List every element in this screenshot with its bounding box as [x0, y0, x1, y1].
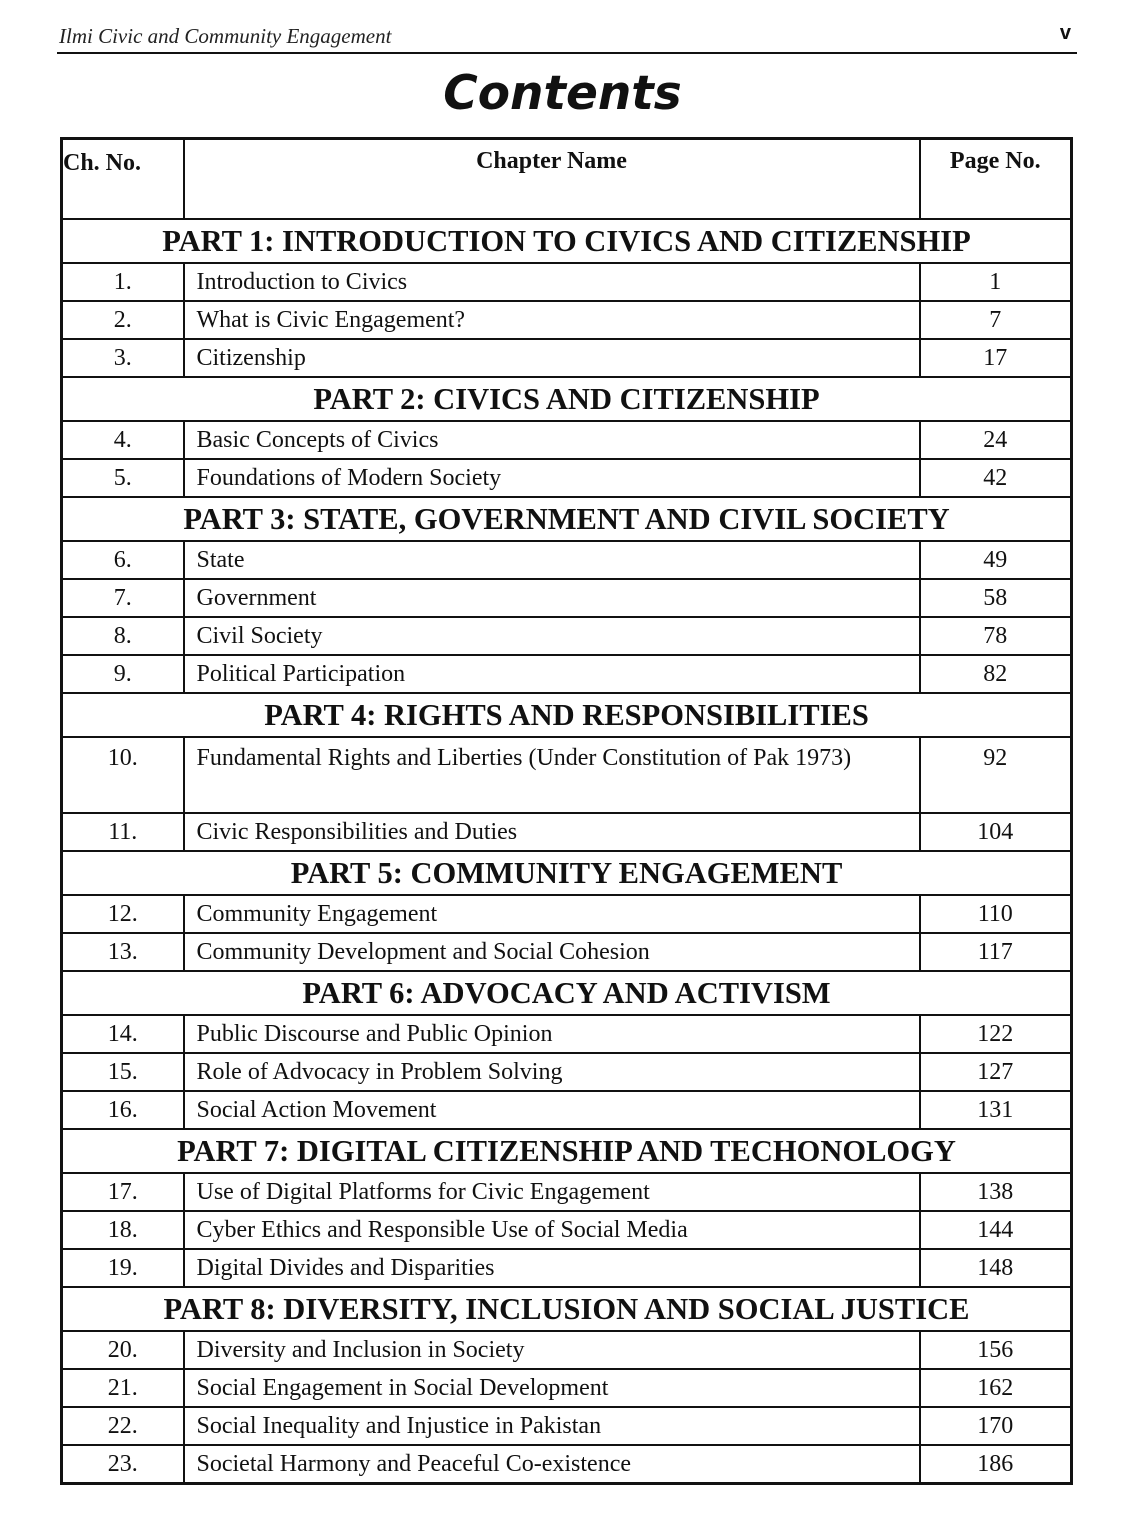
chapter-number: 19. — [62, 1249, 184, 1287]
chapter-number: 21. — [62, 1369, 184, 1407]
chapter-page: 49 — [920, 541, 1072, 579]
chapter-number: 1. — [62, 263, 184, 301]
chapter-number: 11. — [62, 813, 184, 851]
part-heading-row — [62, 497, 1072, 541]
chapter-name: Government — [184, 579, 920, 617]
chapter-number: 12. — [62, 895, 184, 933]
chapter-row — [62, 1015, 1072, 1053]
chapter-name: Community Development and Social Cohesion — [184, 933, 920, 971]
chapter-row — [62, 1369, 1072, 1407]
part-heading: PART 4: RIGHTS AND RESPONSIBILITIES — [62, 693, 1072, 737]
chapter-row — [62, 541, 1072, 579]
chapter-name: Use of Digital Platforms for Civic Engagement — [184, 1173, 920, 1211]
chapter-name: Political Participation — [184, 655, 920, 693]
part-heading-row — [62, 377, 1072, 421]
chapter-page: 162 — [920, 1369, 1072, 1407]
chapter-row — [62, 617, 1072, 655]
chapter-number: 7. — [62, 579, 184, 617]
part-heading-row — [62, 1129, 1072, 1173]
chapter-name: Cyber Ethics and Responsible Use of Social Media — [184, 1211, 920, 1249]
chapter-number: 17. — [62, 1173, 184, 1211]
chapter-row — [62, 895, 1072, 933]
chapter-number: 6. — [62, 541, 184, 579]
part-heading: PART 8: DIVERSITY, INCLUSION AND SOCIAL JUSTICE — [62, 1287, 1072, 1331]
part-heading-row — [62, 851, 1072, 895]
chapter-name: Social Action Movement — [184, 1091, 920, 1129]
chapter-page: 42 — [920, 459, 1072, 497]
chapter-name: Societal Harmony and Peaceful Co-existence — [184, 1445, 920, 1484]
page-number: v — [1059, 22, 1071, 44]
part-heading: PART 6: ADVOCACY AND ACTIVISM — [62, 971, 1072, 1015]
chapter-page: 92 — [920, 737, 1072, 813]
part-heading: PART 1: INTRODUCTION TO CIVICS AND CITIZENSHIP — [62, 219, 1072, 263]
chapter-name: Citizenship — [184, 339, 920, 377]
chapter-row — [62, 1249, 1072, 1287]
chapter-row — [62, 1407, 1072, 1445]
chapter-number: 14. — [62, 1015, 184, 1053]
chapter-page: 1 — [920, 263, 1072, 301]
chapter-name: Diversity and Inclusion in Society — [184, 1331, 920, 1369]
chapter-number: 9. — [62, 655, 184, 693]
chapter-number: 10. — [62, 737, 184, 813]
chapter-name: Social Engagement in Social Development — [184, 1369, 920, 1407]
chapter-row — [62, 1211, 1072, 1249]
chapter-page: 138 — [920, 1173, 1072, 1211]
chapter-page: 127 — [920, 1053, 1072, 1091]
chapter-page: 58 — [920, 579, 1072, 617]
chapter-page: 131 — [920, 1091, 1072, 1129]
part-heading: PART 3: STATE, GOVERNMENT AND CIVIL SOCIETY — [62, 497, 1072, 541]
chapter-row — [62, 737, 1072, 813]
chapter-name: What is Civic Engagement? — [184, 301, 920, 339]
chapter-number: 22. — [62, 1407, 184, 1445]
chapter-number: 16. — [62, 1091, 184, 1129]
chapter-page: 7 — [920, 301, 1072, 339]
chapter-number: 4. — [62, 421, 184, 459]
chapter-name: State — [184, 541, 920, 579]
chapter-page: 82 — [920, 655, 1072, 693]
page-title: Contents — [443, 66, 682, 121]
contents-table-body — [62, 139, 1072, 1484]
chapter-name: Introduction to Civics — [184, 263, 920, 301]
chapter-row — [62, 459, 1072, 497]
chapter-row — [62, 263, 1072, 301]
chapter-row — [62, 813, 1072, 851]
chapter-row — [62, 1445, 1072, 1484]
chapter-row — [62, 1091, 1072, 1129]
chapter-page: 117 — [920, 933, 1072, 971]
column-header-page-no: Page No. — [920, 139, 1072, 220]
column-header-chapter-no: Ch. No. — [62, 139, 184, 220]
chapter-row — [62, 933, 1072, 971]
chapter-name: Basic Concepts of Civics — [184, 421, 920, 459]
chapter-page: 104 — [920, 813, 1072, 851]
chapter-name: Fundamental Rights and Liberties (Under Constitution of Pak 1973) — [184, 737, 920, 813]
chapter-page: 144 — [920, 1211, 1072, 1249]
chapter-name: Social Inequality and Injustice in Pakistan — [184, 1407, 920, 1445]
chapter-page: 110 — [920, 895, 1072, 933]
chapter-row — [62, 655, 1072, 693]
chapter-name: Foundations of Modern Society — [184, 459, 920, 497]
chapter-name: Community Engagement — [184, 895, 920, 933]
chapter-page: 78 — [920, 617, 1072, 655]
chapter-number: 20. — [62, 1331, 184, 1369]
chapter-number: 18. — [62, 1211, 184, 1249]
chapter-page: 186 — [920, 1445, 1072, 1484]
chapter-page: 170 — [920, 1407, 1072, 1445]
chapter-page: 156 — [920, 1331, 1072, 1369]
chapter-row — [62, 301, 1072, 339]
chapter-row — [62, 1053, 1072, 1091]
chapter-name: Civic Responsibilities and Duties — [184, 813, 920, 851]
column-header-chapter-name: Chapter Name — [184, 139, 920, 220]
chapter-row — [62, 579, 1072, 617]
chapter-number: 15. — [62, 1053, 184, 1091]
chapter-number: 23. — [62, 1445, 184, 1484]
chapter-page: 148 — [920, 1249, 1072, 1287]
chapter-number: 13. — [62, 933, 184, 971]
chapter-number: 2. — [62, 301, 184, 339]
running-title: Ilmi Civic and Community Engagement — [59, 24, 392, 48]
chapter-name: Role of Advocacy in Problem Solving — [184, 1053, 920, 1091]
chapter-row — [62, 1173, 1072, 1211]
chapter-page: 24 — [920, 421, 1072, 459]
part-heading-row — [62, 971, 1072, 1015]
chapter-row — [62, 339, 1072, 377]
part-heading: PART 5: COMMUNITY ENGAGEMENT — [62, 851, 1072, 895]
chapter-page: 122 — [920, 1015, 1072, 1053]
part-heading-row — [62, 219, 1072, 263]
chapter-number: 8. — [62, 617, 184, 655]
chapter-row — [62, 1331, 1072, 1369]
part-heading-row — [62, 1287, 1072, 1331]
part-heading: PART 2: CIVICS AND CITIZENSHIP — [62, 377, 1072, 421]
chapter-name: Civil Society — [184, 617, 920, 655]
contents-table — [60, 137, 1073, 1485]
chapter-name: Public Discourse and Public Opinion — [184, 1015, 920, 1053]
chapter-name: Digital Divides and Disparities — [184, 1249, 920, 1287]
chapter-number: 3. — [62, 339, 184, 377]
chapter-page: 17 — [920, 339, 1072, 377]
table-header-row — [62, 139, 1072, 220]
chapter-number: 5. — [62, 459, 184, 497]
part-heading-row — [62, 693, 1072, 737]
part-heading: PART 7: DIGITAL CITIZENSHIP AND TECHONOLOGY — [62, 1129, 1072, 1173]
chapter-row — [62, 421, 1072, 459]
running-header — [57, 18, 1077, 54]
